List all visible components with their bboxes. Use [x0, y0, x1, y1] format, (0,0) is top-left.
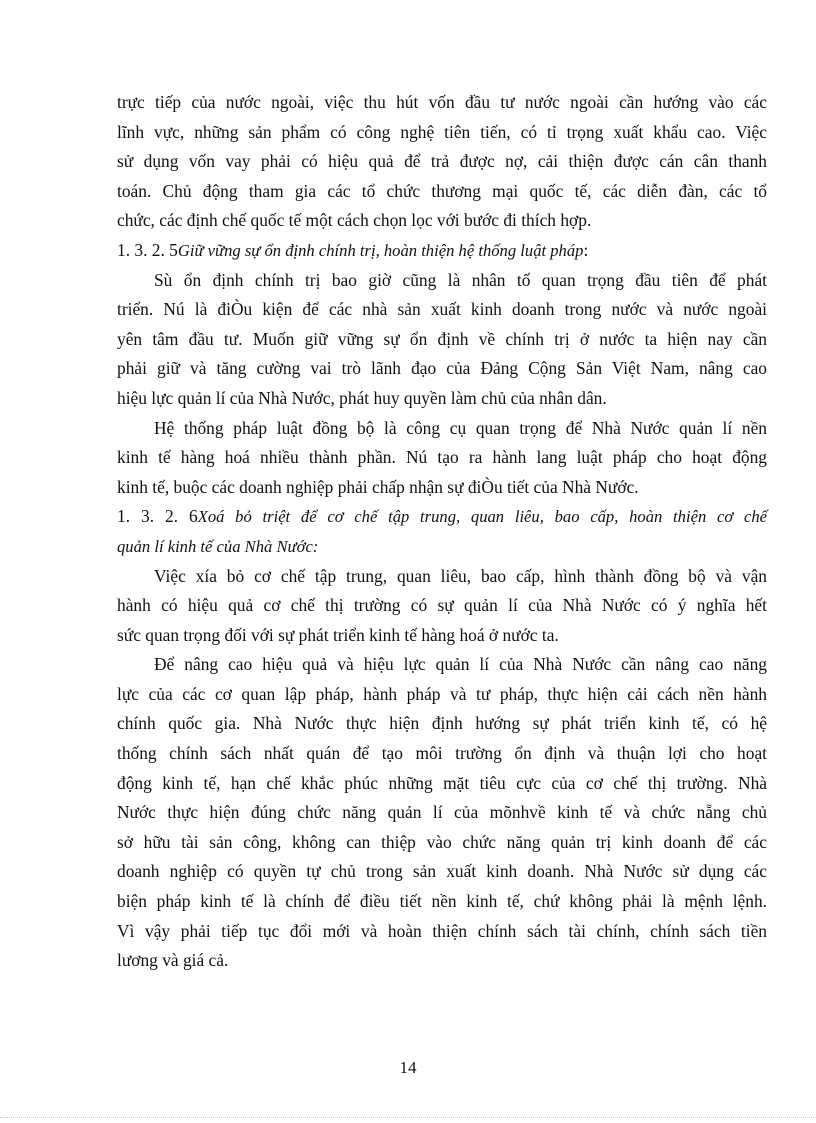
- text-line: Sù ổn định chính trị bao giờ cũng là nhân tố quan trọng đầu tiên để phát: [154, 269, 767, 290]
- text-line: lực của các cơ quan lập pháp, hành pháp và tư pháp, thực hiện cải cách nền hành: [117, 683, 767, 704]
- document-page: [117, 88, 767, 976]
- paragraph: [117, 266, 767, 414]
- text-line: kinh tế, buộc các doanh nghiệp phải chấp nhận sự điÒu tiết của Nhà Nước.: [117, 476, 639, 497]
- paragraph: [117, 88, 767, 236]
- text-line: biện pháp kinh tế là chính để điều tiết nền kinh tế, chứ không phải là mệnh lệnh.: [117, 891, 767, 912]
- text-line: chính quốc gia. Nhà Nước thực hiện định hướng sự phát triển kinh tế, có hệ: [117, 713, 767, 734]
- text-line: toán. Chủ động tham gia các tổ chức thương mại quốc tế, các diễn đàn, các tổ: [117, 180, 767, 201]
- text-line: hành có hiệu quả cơ chế thị trường có sự quản lí của Nhà Nước có ý nghĩa hết: [117, 595, 767, 616]
- text-line: kinh tế hàng hoá nhiều thành phần. Nú tạo ra hành lang luật pháp cho hoạt động: [117, 447, 767, 468]
- paragraph: [117, 562, 767, 651]
- section-heading: [117, 236, 767, 266]
- text-line: thống chính sách nhất quán để tạo môi trường ổn định và thuận lợi cho hoạt: [117, 743, 767, 764]
- text-line: doanh nghiệp có quyền tự chủ trong sản xuất kinh doanh. Nhà Nước sử dụng các: [117, 861, 767, 882]
- text-line: Vì vậy phải tiếp tục đổi mới và hoàn thiện chính sách tài chính, chính sách tiền: [117, 920, 767, 941]
- text-line: lương và giá cả.: [117, 950, 229, 971]
- page-bottom-divider: [0, 1117, 816, 1118]
- text-line: trực tiếp của nước ngoài, việc thu hút vốn đầu tư nước ngoài cần hướng vào các: [117, 92, 767, 112]
- text-line: phải giữ và tăng cường vai trò lãnh đạo của Đảng Cộng Sản Việt Nam, nâng cao: [117, 358, 767, 379]
- text-line: động kinh tế, hạn chế khắc phúc những mặt tiêu cực của cơ chế thị trường. Nhà: [117, 772, 767, 793]
- paragraph: [117, 650, 767, 976]
- text-line: Việc xía bỏ cơ chế tập trung, quan liêu, bao cấp, hình thành đồng bộ và vận: [154, 565, 767, 586]
- text-line: yên tâm đầu tư. Muốn giữ vững sự ổn định về chính trị ở nước ta hiện nay cần: [117, 328, 767, 349]
- text-line: Nước thực hiện đúng chức năng quản lí của mõnhvề kinh tế và chức nẵng chủ: [117, 802, 767, 823]
- section-title: Giữ vững sự ổn định chính trị, hoàn thiện hệ thống luật pháp: [177, 240, 584, 260]
- text-line: Để nâng cao hiệu quả và hiệu lực quản lí của Nhà Nước cần nâng cao năng: [154, 654, 767, 675]
- section-title-suffix: :: [583, 239, 589, 260]
- text-line: hiệu lực quản lí của Nhà Nước, phát huy quyền làm chủ của nhân dân.: [117, 387, 607, 408]
- section-number: 1. 3. 2. 5: [117, 239, 178, 260]
- text-line: sức quan trọng đối với sự phát triển kinh tế hàng hoá ở nước ta.: [117, 624, 559, 645]
- section-title-continued: quản lí kinh tế của Nhà Nước:: [117, 536, 319, 556]
- section-title: Xoá bỏ triệt để cơ chế tập trung, quan liêu, bao cấp, hoàn thiện cơ chế: [197, 507, 767, 527]
- text-line: lĩnh vực, những sản phẩm có công nghệ tiên tiến, có tỉ trọng xuất khẩu cao. Việc: [117, 121, 767, 142]
- text-line: sở hữu tài sản công, không can thiệp vào chức năng quản trị kinh doanh để các: [117, 831, 767, 852]
- text-line: sử dụng vốn vay phải có hiệu quả để trả được nợ, cải thiện được cán cân thanh: [117, 151, 767, 172]
- text-line: triển. Nú là điÒu kiện để các nhà sản xuất kinh doanh trong nước và nước ngoài: [117, 299, 767, 320]
- text-line: Hệ thống pháp luật đồng bộ là công cụ quan trọng để Nhà Nước quản lí nền: [154, 417, 767, 438]
- section-heading: [117, 502, 767, 561]
- paragraph: [117, 414, 767, 503]
- section-number: 1. 3. 2. 6: [117, 506, 198, 527]
- page-number: 14: [399, 1058, 417, 1077]
- text-line: chức, các định chế quốc tế một cách chọn lọc với bước đi thích hợp.: [117, 210, 592, 231]
